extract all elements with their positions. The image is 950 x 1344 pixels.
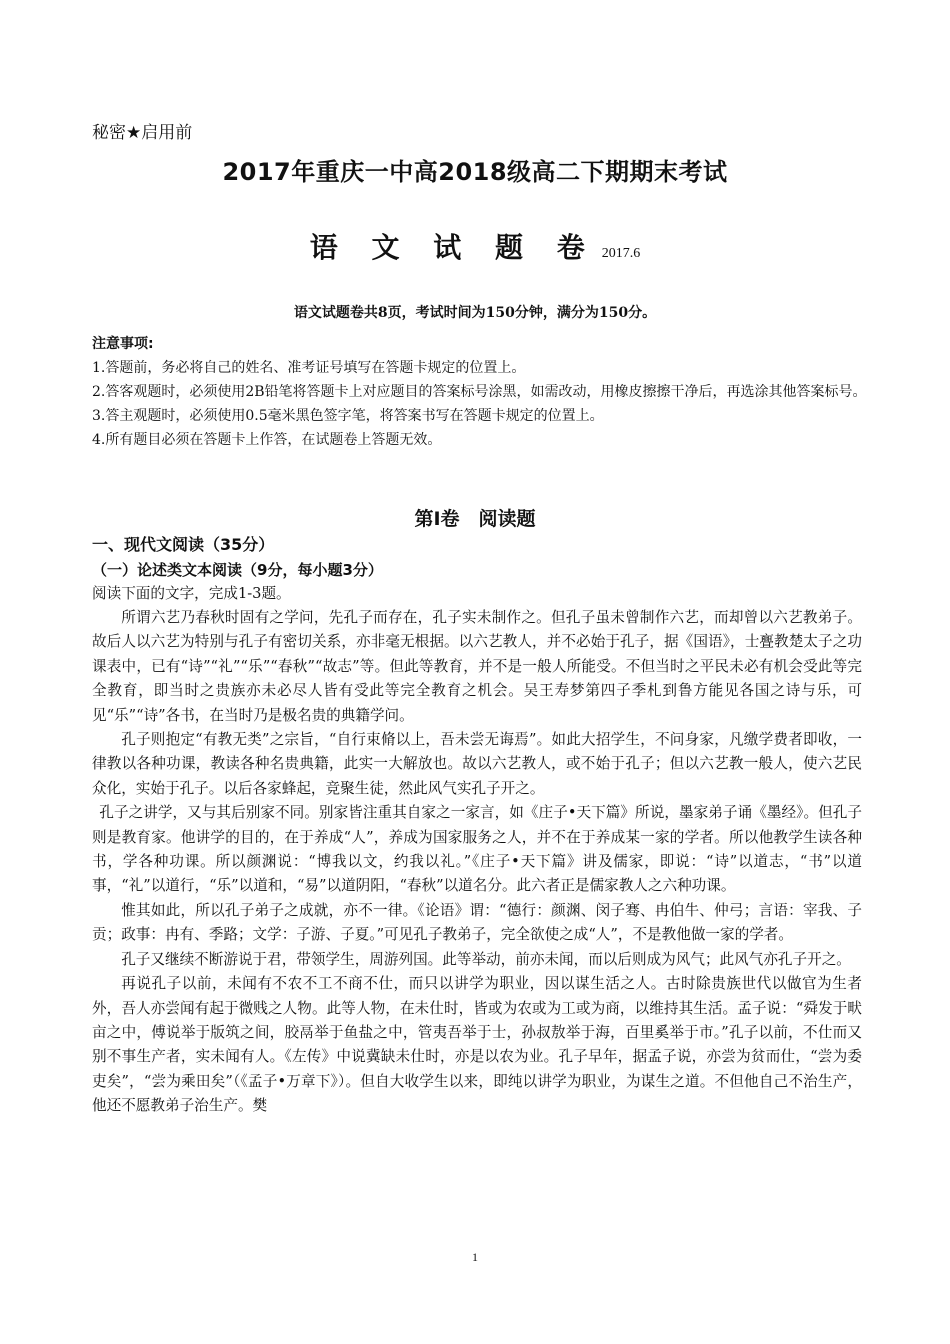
exam-info: 语文试题卷共8页，考试时间为150分钟，满分为150分。	[293, 305, 657, 321]
passage-paragraph: 孔子则抱定“有教无类”之宗旨，“自行束脩以上，吾未尝无诲焉”。如此大招学生，不问身家，凡缴学费者即收，一律教以各种功课，教读各种名贵典籍，此实一大解放也。故以六艺教人，或不始于孔子；但以六艺教一般人，使六艺民众化，实始于孔子。以后各家蜂起，竞聚生徒，然此风气实孔子开之。	[92, 731, 862, 797]
instruction: 阅读下面的文字，完成1-3题。	[92, 585, 291, 602]
section-heading: 第Ⅰ卷 阅读题	[414, 508, 536, 530]
paper-title-text: 语 文 试 题 卷	[309, 231, 597, 264]
paper-title	[0, 226, 950, 266]
page-number: 1	[472, 1250, 478, 1264]
part-title: 一、现代文阅读（35分）	[92, 535, 275, 554]
passage-paragraph: 孔子之讲学，又与其后别家不同。别家皆注重其自家之一家言，如《庄子•天下篇》所说，墨家弟子诵《墨经》。但孔子则是教育家。他讲学的目的，在于养成“人”，养成为国家服务之人，并不在于养成某一家的学者。所以他教学生读各种书，学各种功课。所以颜渊说：“博我以文，约我以礼。”《庄子•天下篇》讲及儒家，即说：“诗”以道志，“书”以道事，“礼”以道行，“乐”以道和，“易”以道阴阳，“春秋”以道名分。此六者正是儒家教人之六种功课。	[92, 804, 862, 895]
note-item: 3.答主观题时，必须使用0.5毫米黑色签字笔，将答案书写在答题卡规定的位置上。	[92, 408, 604, 424]
passage-paragraph: 所谓六艺乃春秋时固有之学问，先孔子而存在，孔子实未制作之。但孔子虽未曾制作六艺，而却曾以六艺教弟子。故后人以六艺为特别与孔子有密切关系，亦非毫无根据。以六艺教人，并不必始于孔子，据《国语》，士亹教楚太子之功课表中，已有“诗”“礼”“乐”“春秋”“故志”等。但此等教育，并不是一般人所能受。不但当时之平民未必有机会受此等完全教育，即当时之贵族亦未必尽人皆有受此等完全教育之机会。吴王寿梦第四子季札到鲁方能见各国之诗与乐，可见“乐”“诗”各书，在当时乃是极名贵的典籍学问。	[92, 609, 862, 724]
confidential-label: 秘密★启用前	[92, 123, 193, 143]
passage-paragraph: 惟其如此，所以孔子弟子之成就，亦不一律。《论语》谓：“德行：颜渊、闵子骞、冉伯牛、仲弓；言语：宰我、子贡；政事：冉有、季路；文学：子游、子夏。”可见孔子教弟子，完全欲使之成“人”，不是教他做一家的学者。	[92, 901, 862, 944]
paper-date: 2017.6	[601, 246, 641, 261]
notes-block	[92, 332, 872, 452]
reading-section	[92, 532, 862, 1119]
note-item: 2.答客观题时，必须使用2B铅笔将答题卡上对应题目的答案标号涂黑，如需改动，用橡皮擦擦干净后，再选涂其他答案标号。	[92, 384, 867, 400]
notes-title: 注意事项:	[92, 336, 154, 352]
note-item: 4.所有题目必须在答题卡上作答，在试题卷上答题无效。	[92, 432, 442, 448]
exam-title: 2017年重庆一中高2018级高二下期期末考试	[222, 158, 728, 186]
note-item: 1.答题前，务必将自己的姓名、准考证号填写在答题卡规定的位置上。	[92, 360, 526, 376]
passage-paragraph: 孔子又继续不断游说于君，带领学生，周游列国。此等举动，前亦未闻，而以后则成为风气；此风气亦孔子开之。	[121, 950, 851, 968]
passage-paragraph: 再说孔子以前，未闻有不农不工不商不仕，而只以讲学为职业，因以谋生活之人。古时除贵族世代以做官为生者外，吾人亦尝闻有起于微贱之人物。此等人物，在未仕时，皆或为农或为工或为商，以维持其生活。孟子说：“舜发于畎亩之中，傅说举于版筑之间，胶鬲举于鱼盐之中，管夷吾举于士，孙叔敖举于海，百里奚举于市。”孔子以前，不仕而又别不事生产者，实未闻有人。《左传》中说冀缺未仕时，亦是以农为业。孔子早年，据孟子说，亦尝为贫而仕，“尝为委吏矣”，“尝为乘田矣”（《孟子•万章下》）。但自大收学生以来，即纯以讲学为职业，为谋生之道。不但他自己不治生产，他还不愿教弟子治生产。樊	[92, 975, 862, 1115]
sub-title: （一）论述类文本阅读（9分，每小题3分）	[92, 561, 383, 579]
